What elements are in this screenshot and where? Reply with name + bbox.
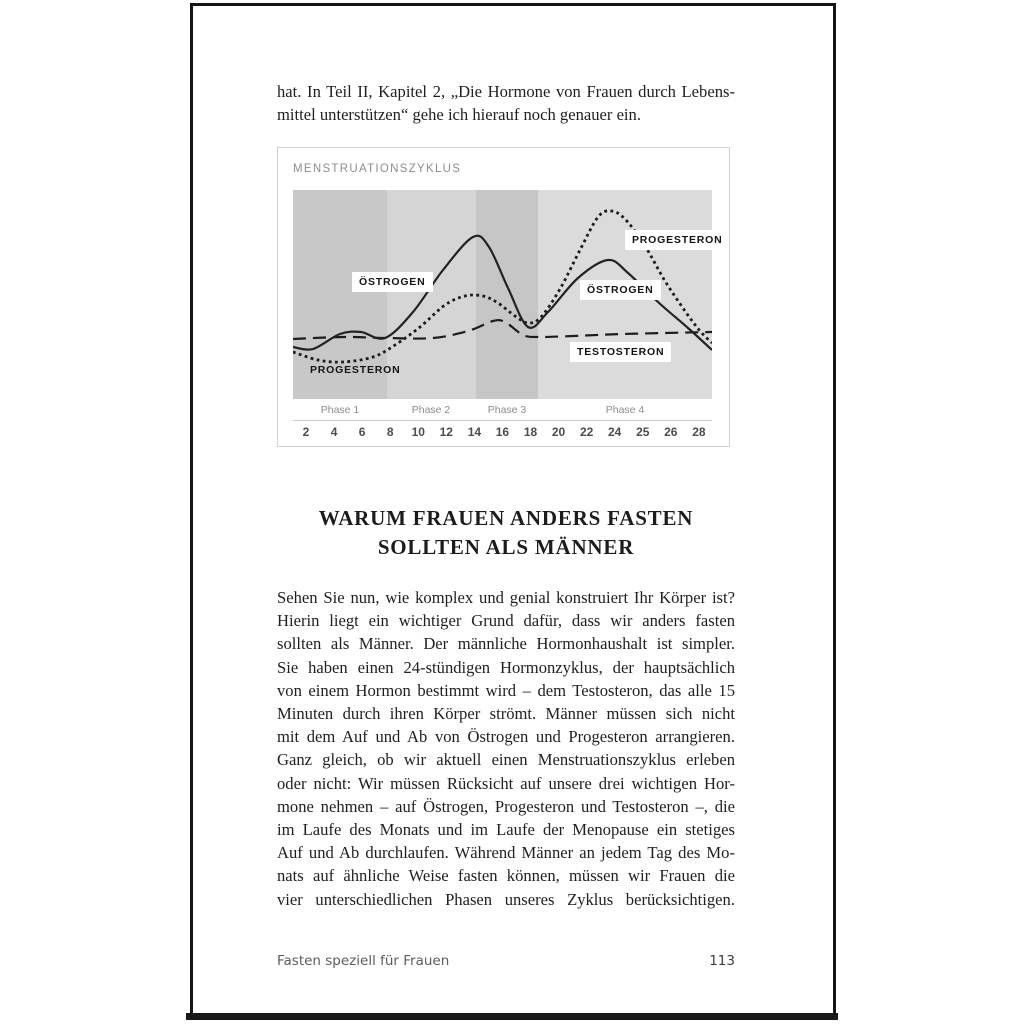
body-line: mit dem Auf und Ab von Östrogen und Progesteron arrangieren. bbox=[277, 727, 735, 747]
x-tick-label: 14 bbox=[467, 425, 482, 439]
body-paragraph bbox=[277, 586, 735, 911]
phase-label-3: Phase 3 bbox=[487, 404, 527, 416]
x-tick-label: 12 bbox=[439, 425, 453, 439]
body-line: vier unterschiedlichen Phasen unseres Zyklus berücksichtigen. bbox=[277, 889, 735, 909]
x-tick-label: 25 bbox=[636, 425, 650, 439]
x-tick-label: 20 bbox=[551, 425, 566, 439]
body-line: Minuten durch ihren Körper strömt. Männer müssen sich nicht bbox=[277, 704, 735, 724]
body-line: Ganz gleich, ob wir aktuell einen Menstruationszyklus erleben bbox=[277, 750, 735, 770]
testosteron-curve bbox=[293, 320, 712, 339]
chart-plot-area bbox=[293, 190, 723, 399]
figure-menstruationszyklus bbox=[277, 147, 730, 447]
x-axis-line bbox=[293, 420, 712, 421]
intro-line: hat. In Teil II, Kapitel 2, „Die Hormone von Frauen durch Lebens- bbox=[277, 82, 735, 101]
page-bottom-rule bbox=[186, 1013, 838, 1020]
body-line: Auf und Ab durchlaufen. Während Männer an jedem Tag des Mo- bbox=[277, 843, 735, 863]
oestrogen-label-right: ÖSTROGEN bbox=[580, 280, 661, 300]
running-footer bbox=[277, 953, 735, 969]
heading-line: SOLLTEN ALS MÄNNER bbox=[377, 535, 635, 559]
phase-label-1: Phase 1 bbox=[320, 404, 360, 416]
oestrogen-label-left: ÖSTROGEN bbox=[352, 272, 433, 292]
x-axis-ticks bbox=[293, 425, 712, 439]
phase-label-4: Phase 4 bbox=[605, 404, 645, 416]
phase-label-2: Phase 2 bbox=[411, 404, 451, 416]
intro-paragraph bbox=[277, 80, 735, 126]
x-tick-label: 26 bbox=[664, 425, 678, 439]
testosteron-label: TESTOSTERON bbox=[570, 342, 671, 362]
body-line: Hierin liegt ein wichtiger Grund dafür, dass wir anders fasten bbox=[277, 611, 735, 631]
body-line: Sehen Sie nun, wie komplex und genial konstruiert Ihr Körper ist? bbox=[277, 588, 735, 607]
section-heading bbox=[277, 504, 735, 562]
x-tick-label: 28 bbox=[692, 425, 706, 439]
x-tick-label: 22 bbox=[579, 425, 594, 439]
intro-line: mittel unterstützen“ gehe ich hierauf noch genauer ein. bbox=[277, 105, 641, 125]
body-line: Sie haben einen 24-stündigen Hormonzyklus, der hauptsächlich bbox=[277, 657, 735, 677]
x-tick-label: 16 bbox=[495, 425, 510, 439]
body-line: sollten als Männer. Der männliche Hormonhaushalt ist simpler. bbox=[277, 634, 735, 654]
x-tick-label: 18 bbox=[523, 425, 538, 439]
chart-title: MENSTRUATIONSZYKLUS bbox=[293, 163, 462, 175]
heading-line: WARUM FRAUEN ANDERS FASTEN bbox=[318, 506, 694, 530]
body-line: von einem Hormon bestimmt wird – dem Testosteron, das alle 15 bbox=[277, 680, 735, 700]
running-footer-title: Fasten speziell für Frauen bbox=[277, 953, 450, 969]
body-line: mone nehmen – auf Östrogen, Progesteron und Testosteron –, die bbox=[277, 796, 735, 816]
x-tick-label: 4 bbox=[330, 425, 338, 439]
body-line: oder nicht: Wir müssen Rücksicht auf unsere drei wichtigen Hor- bbox=[277, 773, 735, 793]
x-tick-label: 2 bbox=[302, 425, 310, 439]
body-line: nats auf ähnliche Weise fasten können, müssen wir Frauen die bbox=[277, 866, 735, 886]
progesteron-label-right: PROGESTERON bbox=[625, 230, 729, 250]
x-tick-label: 8 bbox=[386, 425, 394, 439]
page-number: 113 bbox=[709, 953, 735, 969]
x-tick-label: 6 bbox=[358, 425, 366, 439]
progesteron-label-left: PROGESTERON bbox=[310, 364, 401, 376]
x-tick-label: 24 bbox=[608, 425, 622, 439]
x-tick-label: 10 bbox=[411, 425, 425, 439]
body-line: im Laufe des Monats und im Laufe der Menopause ein stetiges bbox=[277, 820, 735, 840]
